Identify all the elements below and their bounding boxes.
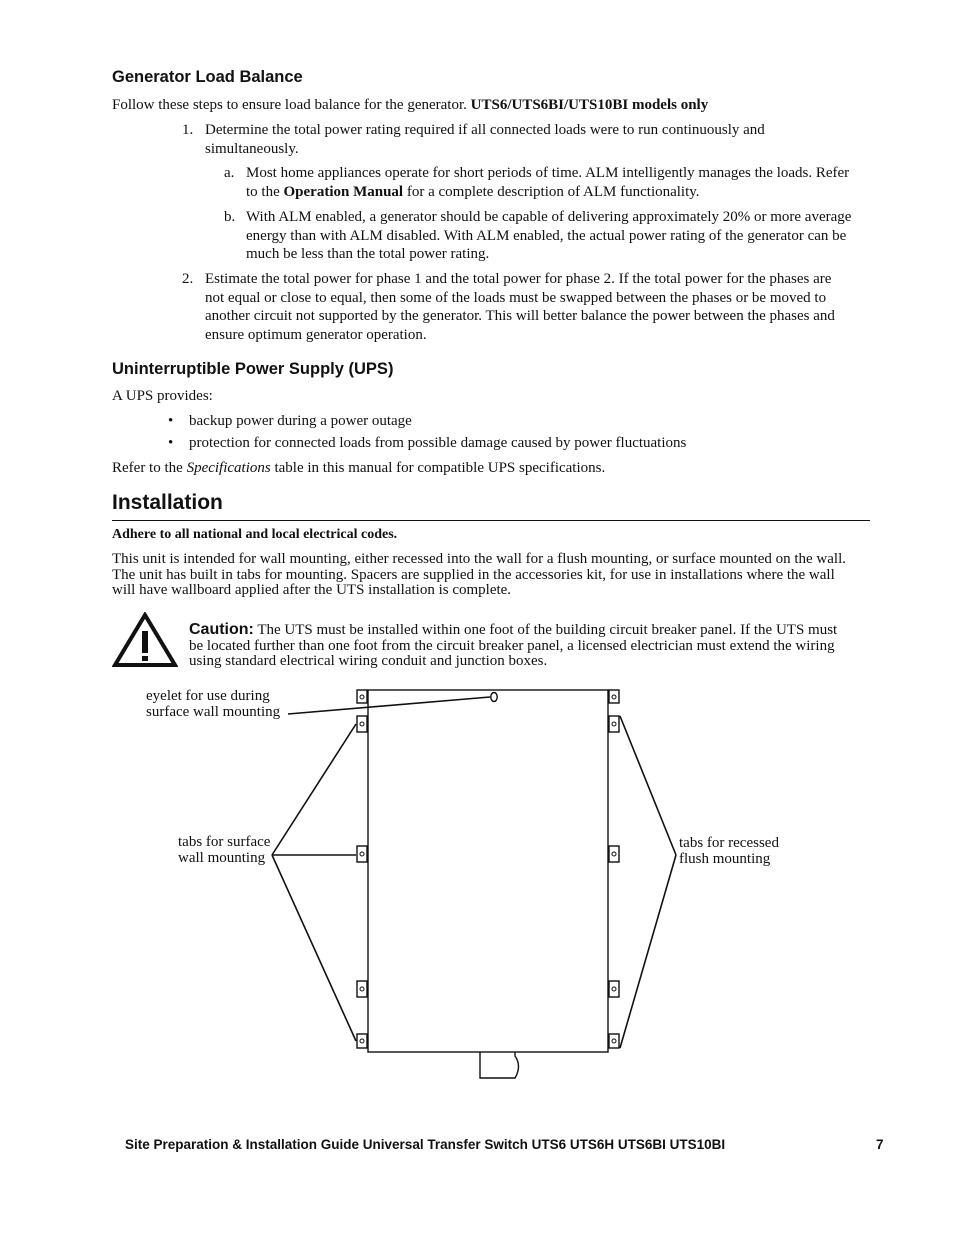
generator-intro-text: Follow these steps to ensure load balance for the generator. [112,97,471,113]
mounting-tab [609,981,619,997]
eyelet-label-line: surface wall mounting [146,703,281,720]
mounting-tab [609,1034,619,1048]
caution-text: The UTS must be installed within one foot of the building circuit breaker panel. If the UTS must [253,622,838,638]
step-1b-line: energy than with ALM disabled. With ALM enabled, the actual power rating of the generator can be [246,227,847,244]
surface-tabs-label [178,835,270,866]
surface-tabs-label-line: wall mounting [178,849,266,866]
bottom-bracket [480,1052,519,1078]
step-1a-label: a. [224,165,235,181]
ups-refer-text: Refer to the [112,460,187,476]
step-1a-text-part: to the [246,183,284,200]
surface-tabs-label-line: tabs for surface [178,834,271,850]
eyelet-label [146,689,280,720]
page-number: 7 [876,1137,884,1152]
bullet-marker: • [168,435,174,451]
mounting-tab [357,1034,367,1048]
operation-manual-reference: Operation Manual [283,183,404,200]
installation-paragraph-line: The unit has built in tabs for mounting. Spacers are supplied in the accessories kit, for use in installations where the wall [112,566,835,583]
step-1-line: simultaneously. [205,140,299,157]
step-1a-line: Most home appliances operate for short periods of time. ALM intelligently manages the loads. Refer [246,165,850,181]
eyelet-leader-line [288,697,490,714]
section-heading-installation: Installation [112,491,223,514]
step-1b-line: much be less than the total power rating. [246,246,490,262]
mounting-tab [357,981,367,997]
recessed-tabs-label [679,836,779,867]
recessed-tabs-label-line: tabs for recessed [679,835,779,851]
step-1b-line: With ALM enabled, a generator should be capable of delivering approximately 20% or more average [246,209,852,225]
step-1b-label: b. [224,209,236,225]
eyelet-label-line: eyelet for use during [146,688,270,704]
surface-leader-line [272,724,356,855]
step-2-line: Estimate the total power for phase 1 and the total power for phase 2. If the total power for the phases are [205,271,832,287]
step-2-line: ensure optimum generator operation. [205,326,427,343]
recessed-tabs-label-line: flush mounting [679,850,771,867]
caution-label: Caution: [189,621,254,638]
caution-line: using standard electrical wiring conduit and junction boxes. [189,653,548,669]
mounting-tab [357,690,367,703]
step-2-line: not equal or close to equal, then some of the loads must be swapped between the phases or be moved to [205,289,827,306]
mounting-tab [357,846,367,862]
mounting-tab [609,690,619,703]
recessed-leader-line [620,855,676,1048]
eyelet [491,693,497,702]
uts-enclosure [368,690,608,1052]
bullet-marker: • [168,413,174,429]
installation-paragraph-line: will have wallboard applied after the UTS installation is complete. [112,582,512,598]
surface-leader-line [272,855,356,1041]
mounting-tab [609,846,619,862]
step-2-line: another circuit not supported by the generator. This will better balance the power between the phases and [205,308,835,324]
ups-bullet-backup-power: backup power during a power outage [189,413,412,429]
generator-models-note: UTS6/UTS6BI/UTS10BI models only [470,97,709,113]
step-1-number: 1. [182,122,194,138]
step-1a-text-part: for a complete description of ALM functionality. [403,183,700,200]
installation-paragraph-line: This unit is intended for wall mounting, either recessed into the wall for a flush mounting, or surface mounted on the wall. [112,551,846,567]
ups-bullet-protection: protection for connected loads from possible damage caused by power fluctuations [189,435,687,451]
ups-intro: A UPS provides: [112,388,213,404]
section-heading-ups: Uninterruptible Power Supply (UPS) [112,360,394,378]
section-heading-generator-load-balance: Generator Load Balance [112,68,303,86]
mounting-tab [609,716,619,732]
mounting-tab [357,716,367,732]
step-2-number: 2. [182,271,194,287]
step-1-line: Determine the total power rating required if all connected loads were to run continuously and [205,122,765,138]
specifications-reference: Specifications [186,460,271,476]
ups-refer-text: table in this manual for compatible UPS specifications. [270,460,606,476]
recessed-leader-line [620,716,676,855]
footer-title: Site Preparation & Installation Guide Universal Transfer Switch UTS6 UTS6H UTS6BI UTS10BI [125,1137,726,1152]
caution-line: be located further than one foot from the circuit breaker panel, a licensed electrician must extend the wiring [189,637,835,654]
electrical-codes-notice: Adhere to all national and local electrical codes. [112,527,398,542]
